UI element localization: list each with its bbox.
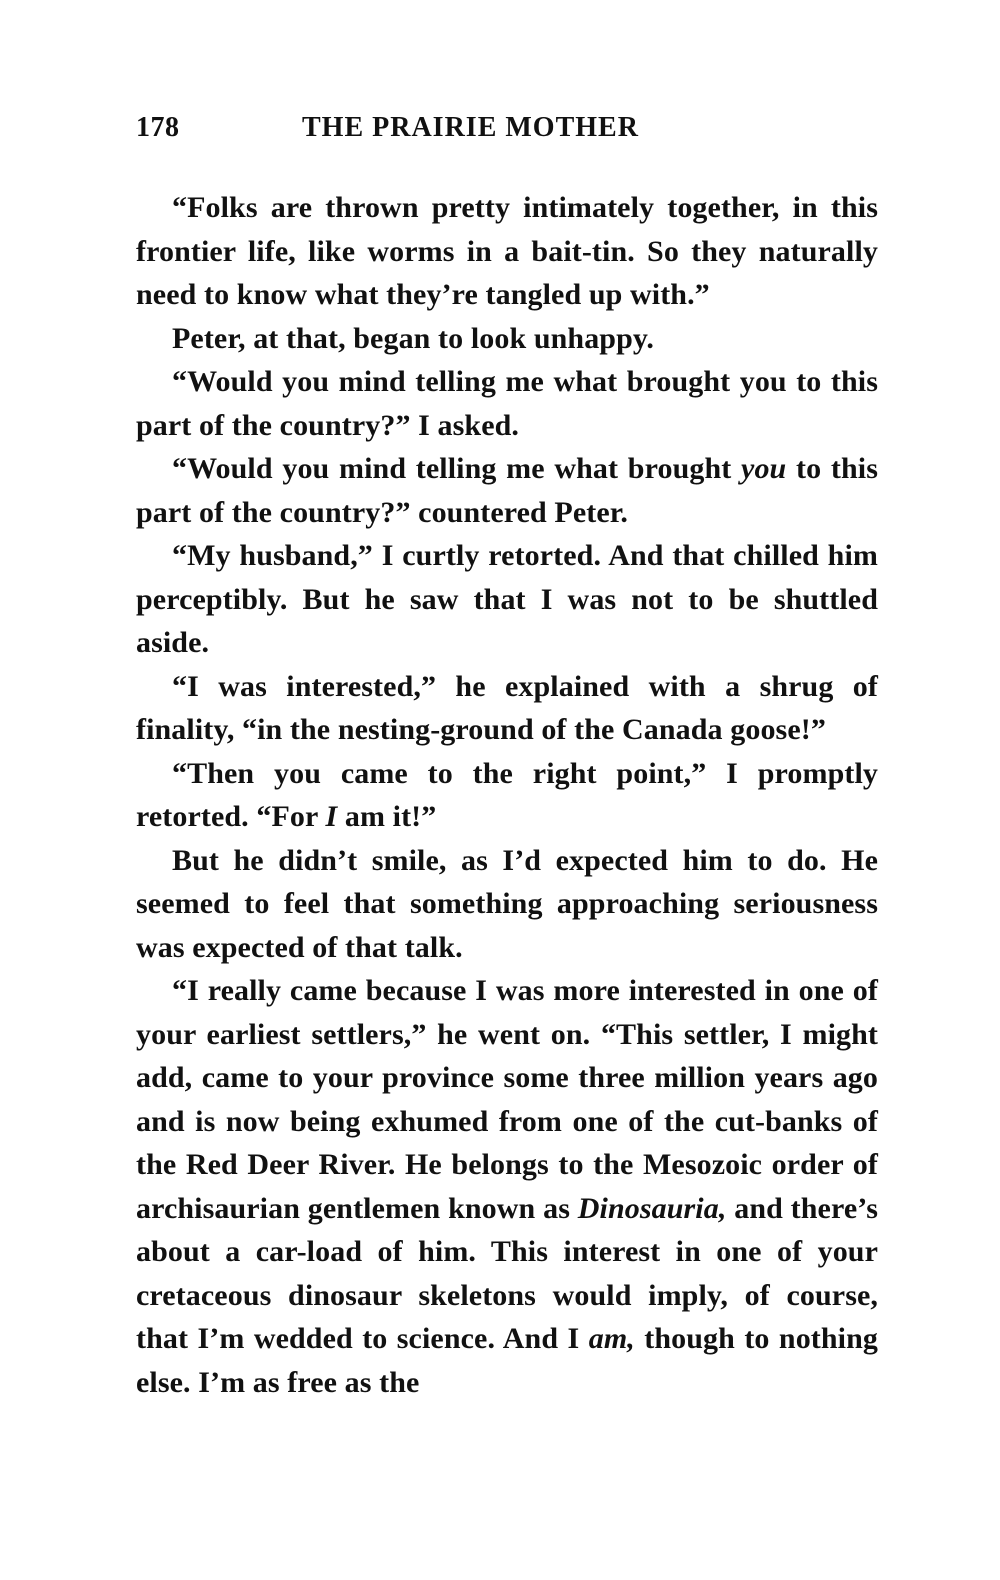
page-number: 178: [136, 112, 180, 143]
page-header: [136, 100, 878, 160]
paragraph-5: [136, 534, 878, 665]
paragraph-6: [136, 665, 878, 752]
text-segment: “My husband,” I curtly retorted. And that chilled him perceptibly. But he saw that I was not to be shuttled aside.: [136, 539, 878, 659]
text-segment: am it!”: [337, 800, 437, 833]
italic-emphasis: am,: [588, 1322, 635, 1355]
text-segment: and there’s about a car-load of him. This interest in one of your cretaceous dinosaur skeletons would imply, of course, that I’m wedded to science. And I: [136, 1191, 879, 1355]
italic-emphasis: you: [741, 452, 787, 485]
paragraph-4: [136, 447, 878, 534]
text-segment: “Would you mind telling me what brought: [172, 452, 742, 485]
text-segment: “Would you mind telling me what brought you to this part of the country?” I asked.: [136, 365, 878, 442]
paragraph-3: [136, 360, 878, 447]
paragraph-9: [136, 969, 878, 1404]
italic-emphasis: I: [325, 800, 338, 833]
text-segment: “I was interested,” he explained with a shrug of finality, “in the nesting-ground of the Canada goose!”: [136, 669, 878, 746]
italic-emphasis: Dinosauria,: [577, 1191, 727, 1225]
paragraph-8: [136, 839, 878, 970]
text-segment: to this part of the country?” countered Peter.: [136, 452, 878, 529]
text-segment: But he didn’t smile, as I’d expected him to do. He seemed to feel that something approaching seriousness was expected of that talk.: [136, 843, 878, 964]
text-segment: though to nothing else. I’m as free as the: [136, 1322, 878, 1399]
book-page: [136, 100, 878, 1404]
text-segment: “Then you came to the right point,” I promptly retorted. “For: [136, 756, 878, 833]
text-segment: “I really came because I was more interested in one of your earliest settlers,” he went on. “This settler, I might add, came to your province some three million years ago and is now being exhumed from one of the cut-banks of the Red Deer River. He belongs to the Mesozoic order of archisaurian gentlemen known as: [136, 974, 878, 1225]
text-segment: Peter, at that, began to look unhappy.: [172, 321, 654, 355]
running-title: THE PRAIRIE MOTHER: [302, 112, 639, 143]
paragraph-1: [136, 186, 878, 317]
body-text: [136, 186, 878, 1404]
paragraph-7: [136, 752, 878, 839]
text-segment: “Folks are thrown pretty intimately together, in this frontier life, like worms in a bait-tin. So they naturally need to know what they’re tangled up with.”: [136, 191, 878, 311]
paragraph-2: [136, 317, 878, 361]
